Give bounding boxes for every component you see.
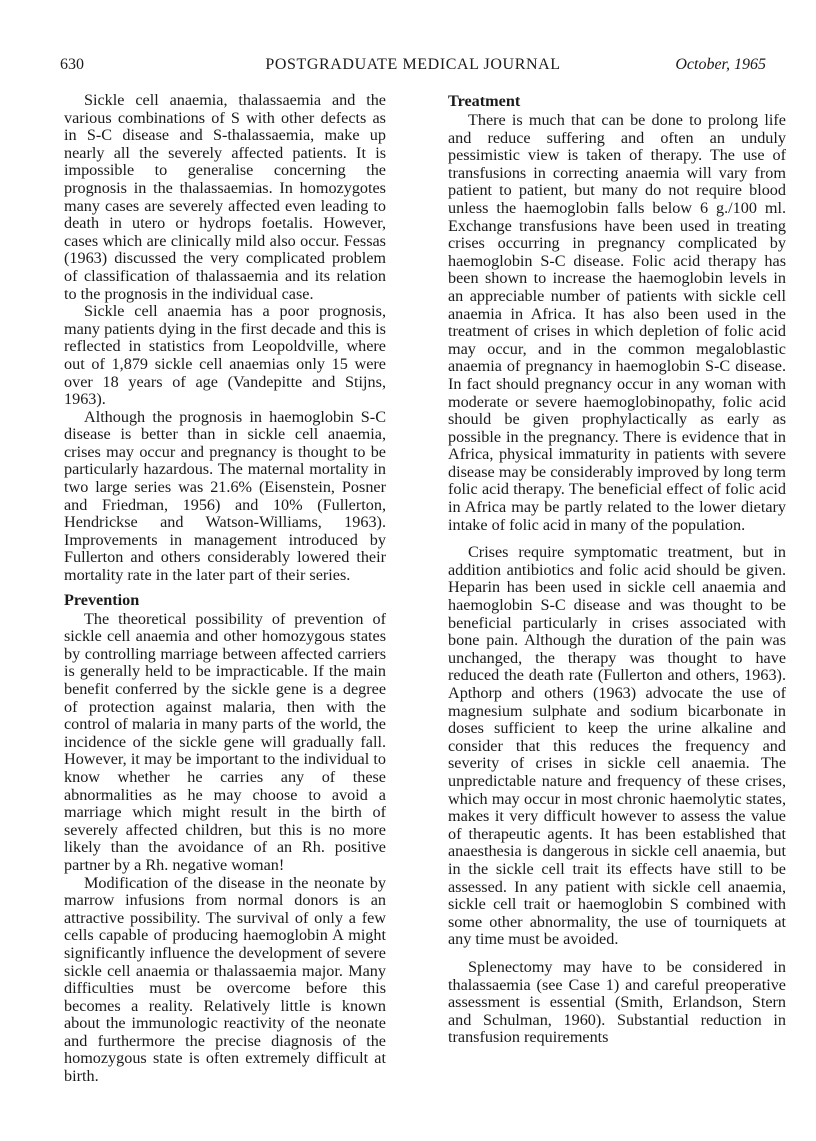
running-header [60, 56, 766, 78]
page-number: 630 [60, 56, 84, 73]
journal-title: POSTGRADUATE MEDICAL JOURNAL [265, 56, 561, 73]
right-column [448, 92, 786, 1047]
issue-date: October, 1965 [675, 56, 766, 73]
paragraph-prognosis-overview: Sickle cell anaemia, thalassaemia and the various combinations of S with other defects as in S-C disease and S-thalassaemia, make up nearly all the severely affected patients. It is impossible to generalise concerning the prognosis in the thalassaemias. In homozygotes many cases are severely affected even leading to death in utero or hydrops foetalis. However, cases which are clinically mild also occur. Fessas (1963) discussed the very complicated problem of classification of thalassaemia and its relation to the prognosis in the individual case. [64, 91, 386, 303]
paragraph-sc-disease-prognosis: Although the prognosis in haemoglobin S-C disease is better than in sickle cell anaemia, crises may occur and pregnancy is thought to be particularly hazardous. The maternal mortality in two large series was 21.6% (Eisenstein, Posner and Friedman, 1956) and 10% (Fullerton, Hendrickse and Watson-Williams, 1963). Improvements in management introduced by Fullerton and others considerably lowered their mortality rate in the later part of their series. [64, 407, 386, 585]
section-heading-prevention: Prevention [64, 590, 140, 609]
paragraph-treatment-overview: There is much that can be done to prolong life and reduce suffering and often an unduly pessimistic view is taken of therapy. The use of transfusions in correcting anaemia will vary from patient to patient, but many do not require blood unless the haemoglobin falls below 6 g./100 ml. Exchange transfusions have been used in treating crises occurring in pregnancy complicated by haemoglobin S-C disease. Folic acid therapy has been shown to increase the haemoglobin levels in an appreciable number of patients with sickle cell anaemia in Africa. It has also been used in the treatment of crises in which depletion of folic acid may occur, and in the common megaloblastic anaemia of pregnancy in haemoglobin S-C disease. In fact should pregnancy occur in any woman with moderate or severe haemoglobinopathy, folic acid should be given prophylactically as early as possible in the pregnancy. There is evidence that in Africa, physical immaturity in patients with severe disease may be considerably improved by long term folic acid therapy. The beneficial effect of folic acid in Africa may be partly related to the lower dietary intake of folic acid in many of the population. [448, 111, 786, 534]
paragraph-splenectomy: Splenectomy may have to be considered in thalassaemia (see Case 1) and careful preoperative assessment is essential (Smith, Erlandson, Stern and Schulman, 1960). Substantial reduction in transfusion requirements [448, 957, 786, 1047]
paragraph-sickle-cell-prognosis: Sickle cell anaemia has a poor prognosis, many patients dying in the first decade and this is reflected in statistics from Leopoldville, where out of 1,879 sickle cell anaemias only 15 were over 18 years of age (Vandepitte and Stijns, 1963). [64, 302, 386, 409]
paragraph-prevention: The theoretical possibility of prevention of sickle cell anaemia and other homozygous states by controlling marriage between affected carriers is generally held to be impracticable. If the main benefit conferred by the sickle gene is a degree of protection against malaria, then with the control of malaria in many parts of the world, the incidence of the sickle gene will gradually fall. However, it may be important to the individual to know whether he carries any of these abnormalities as he may choose to avoid a marriage which might result in the birth of severely affected children, but this is no more likely than the avoidance of an Rh. positive partner by a Rh. negative woman! [64, 609, 386, 874]
left-column [64, 92, 386, 1086]
section-heading-treatment: Treatment [448, 92, 521, 110]
paragraph-neonate-modification: Modification of the disease in the neonate by marrow infusions from normal donors is an attractive possibility. The survival of only a few cells capable of producing haemoglobin A might significantly influence the development of severe sickle cell anaemia or thalassaemia major. Many difficulties must be overcome before this becomes a reality. Relatively little is known about the immunologic reactivity of the neonate and furthermore the precise diagnosis of the homozygous state is often extremely difficult at birth. [64, 873, 386, 1086]
paragraph-crises-treatment: Crises require symptomatic treatment, but in addition antibiotics and folic acid should be given. Heparin has been used in sickle cell anaemia and haemoglobin S-C disease and was thought to be beneficial particularly in crises associated with bone pain. Although the duration of the pain was unchanged, the therapy was thought to have reduced the death rate (Fullerton and others, 1963). Apthorp and others (1963) advocate the use of magnesium sulphate and sodium bicarbonate in doses sufficient to keep the urine alkaline and consider that this reduces the frequency and severity of crises in sickle cell anaemia. The unpredictable nature and frequency of these crises, which may occur in most chronic haemolytic states, makes it very difficult however to assess the value of therapeutic agents. It has been established that anaesthesia is dangerous in sickle cell anaemia, but in the sickle cell trait its effects have still to be assessed. In any patient with sickle cell anaemia, sickle cell trait or haemoglobin S combined with some other abnormality, the use of tourniquets at any time must be avoided. [448, 543, 786, 949]
